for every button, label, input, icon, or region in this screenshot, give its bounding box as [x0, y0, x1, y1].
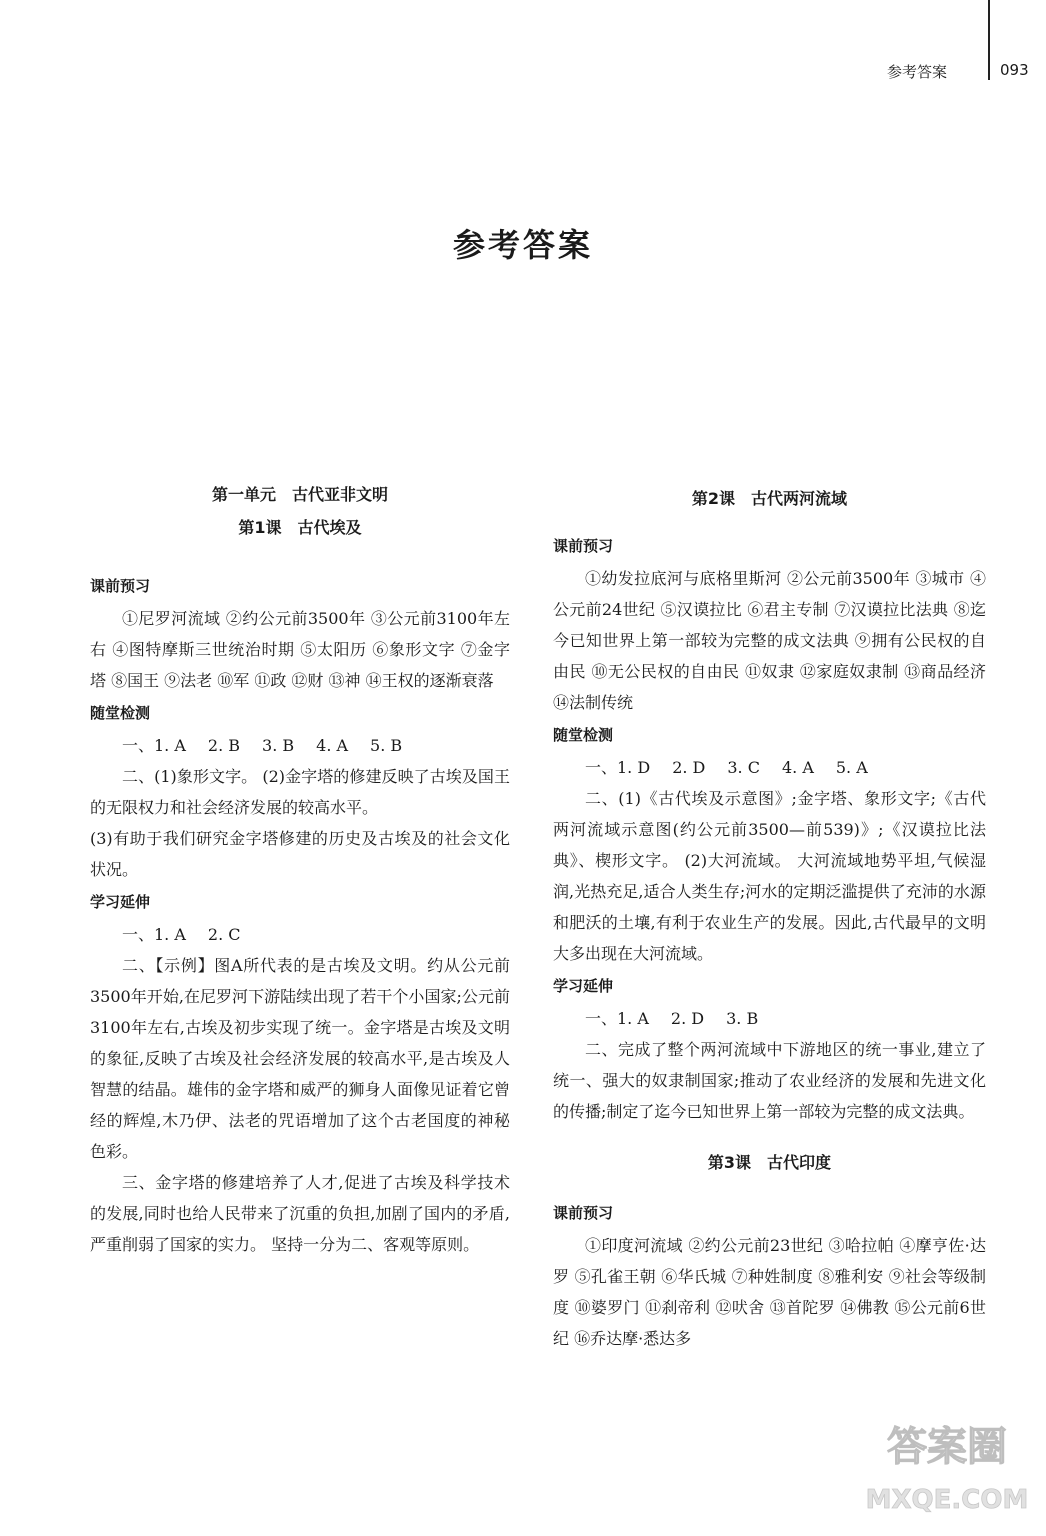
answer-item: 一、1. D	[585, 758, 651, 777]
preview-answers: ①印度河流域 ②约公元前23世纪 ③哈拉帕 ④摩亨佐·达罗 ⑤孔雀王朝 ⑥华氏城 ⑦种姓制度 ⑧雅利安 ⑨社会等级制度 ⑩婆罗门 ⑪刹帝利 ⑫吠舍 ⑬首陀罗 ⑭佛教 ⑮公元前6世纪 ⑯乔达摩·悉达多	[553, 1236, 986, 1348]
unit-title: 第一单元 古代亚非文明	[211, 485, 388, 504]
section-heading-test: 随堂检测	[553, 726, 614, 744]
answer-item: 一、1. A	[122, 925, 186, 944]
answer-item: 一、1. A	[122, 736, 186, 755]
watermark-logo	[862, 1412, 1032, 1522]
preview-answers: ①幼发拉底河与底格里斯河 ②公元前3500年 ③城市 ④公元前24世纪 ⑤汉谟拉比 ⑥君主专制 ⑦汉谟拉比法典 ⑧迄今已知世界上第一部较为完整的成文法典 ⑨拥有公民权的自由民 ⑩无公民权的自由民 ⑪奴隶 ⑫家庭奴隶制 ⑬商品经济 ⑭法制传统	[553, 569, 986, 712]
watermark-text: 答案圈	[887, 1424, 1007, 1470]
watermark-url: MXQE.COM	[865, 1485, 1029, 1515]
answer-paragraph: 二、【示例】图A所代表的是古埃及文明。约从公元前3500年开始,在尼罗河下游陆续出现了若干个小国家;公元前3100年左右,古埃及初步实现了统一。金字塔是古埃及文明的象征,反映了古埃及社会经济发展的较高水平,是古埃及人智慧的结晶。雄伟的金字塔和威严的狮身人面像见证着它曾经的辉煌,木乃伊、法老的咒语增加了这个古老国度的神秘色彩。	[90, 956, 510, 1161]
answer-item: 一、1. A	[585, 1009, 649, 1028]
page-number: 093	[1000, 61, 1029, 79]
multiple-choice-answers	[90, 730, 510, 761]
left-column	[90, 479, 510, 1260]
section-heading-extension: 学习延伸	[90, 893, 151, 911]
answer-paragraph: 三、金字塔的修建培养了人才,促进了古埃及科学技术的发展,同时也给人民带来了沉重的负担,加剧了国内的矛盾,严重削弱了国家的实力。 坚持一分为二、客观等原则。	[90, 1173, 510, 1254]
answer-paragraph: 二、(1)《古代埃及示意图》;金字塔、象形文字;《古代两河流域示意图(约公元前3500—前539)》;《汉谟拉比法典》、楔形文字。 (2)大河流域。 大河流域地势平坦,气候湿润,光热充足,适合人类生存;河水的定期泛滥提供了充沛的水源和肥沃的土壤,有利于农业生产的发展。因此,古代最早的文明大多出现在大河流域。	[553, 789, 986, 963]
answer-item: 2. D	[672, 758, 706, 777]
multiple-choice-answers	[90, 919, 510, 950]
section-heading-preview: 课前预习	[90, 577, 151, 595]
lesson-1-title: 第1课 古代埃及	[238, 518, 362, 537]
section-heading-preview: 课前预习	[553, 537, 614, 555]
answer-item: 2. D	[670, 1009, 705, 1028]
answer-item: 4. A	[316, 736, 349, 755]
multiple-choice-answers	[553, 752, 986, 783]
lesson-3-title: 第3课 古代印度	[707, 1153, 832, 1172]
answer-item: 5. B	[370, 736, 403, 755]
answer-paragraph: 二、(1)象形文字。 (2)金字塔的修建反映了古埃及国王的无限权力和社会经济发展的较高水平。	[90, 767, 510, 817]
header-divider	[988, 0, 990, 80]
answer-item: 2. C	[207, 925, 241, 944]
section-heading-extension: 学习延伸	[553, 977, 614, 995]
right-column	[553, 483, 986, 1354]
answer-paragraph: 二、完成了整个两河流域中下游地区的统一事业,建立了统一、强大的奴隶制国家;推动了农业经济的发展和先进文化的传播;制定了迄今已知世界上第一部较为完整的成文法典。	[553, 1040, 986, 1121]
section-heading-preview: 课前预习	[553, 1204, 614, 1222]
section-heading-test: 随堂检测	[90, 704, 151, 722]
lesson-2-title: 第2课 古代两河流域	[691, 489, 848, 508]
preview-answers: ①尼罗河流域 ②约公元前3500年 ③公元前3100年左右 ④图特摩斯三世统治时期 ⑤太阳历 ⑥象形文字 ⑦金字塔 ⑧国王 ⑨法老 ⑩军 ⑪政 ⑫财 ⑬神 ⑭王权的逐渐衰落	[90, 609, 510, 690]
answer-item: 2. B	[207, 736, 241, 755]
answer-item: 4. A	[781, 758, 814, 777]
running-header-title: 参考答案	[887, 63, 948, 81]
answer-item: 3. B	[262, 736, 295, 755]
answer-item: 3. B	[726, 1009, 759, 1028]
multiple-choice-answers	[553, 1003, 986, 1034]
answer-item: 3. C	[727, 758, 760, 777]
answer-item: 5. A	[835, 758, 868, 777]
page-title: 参考答案	[452, 226, 593, 264]
answer-paragraph: (3)有助于我们研究金字塔修建的历史及古埃及的社会文化状况。	[90, 829, 510, 879]
